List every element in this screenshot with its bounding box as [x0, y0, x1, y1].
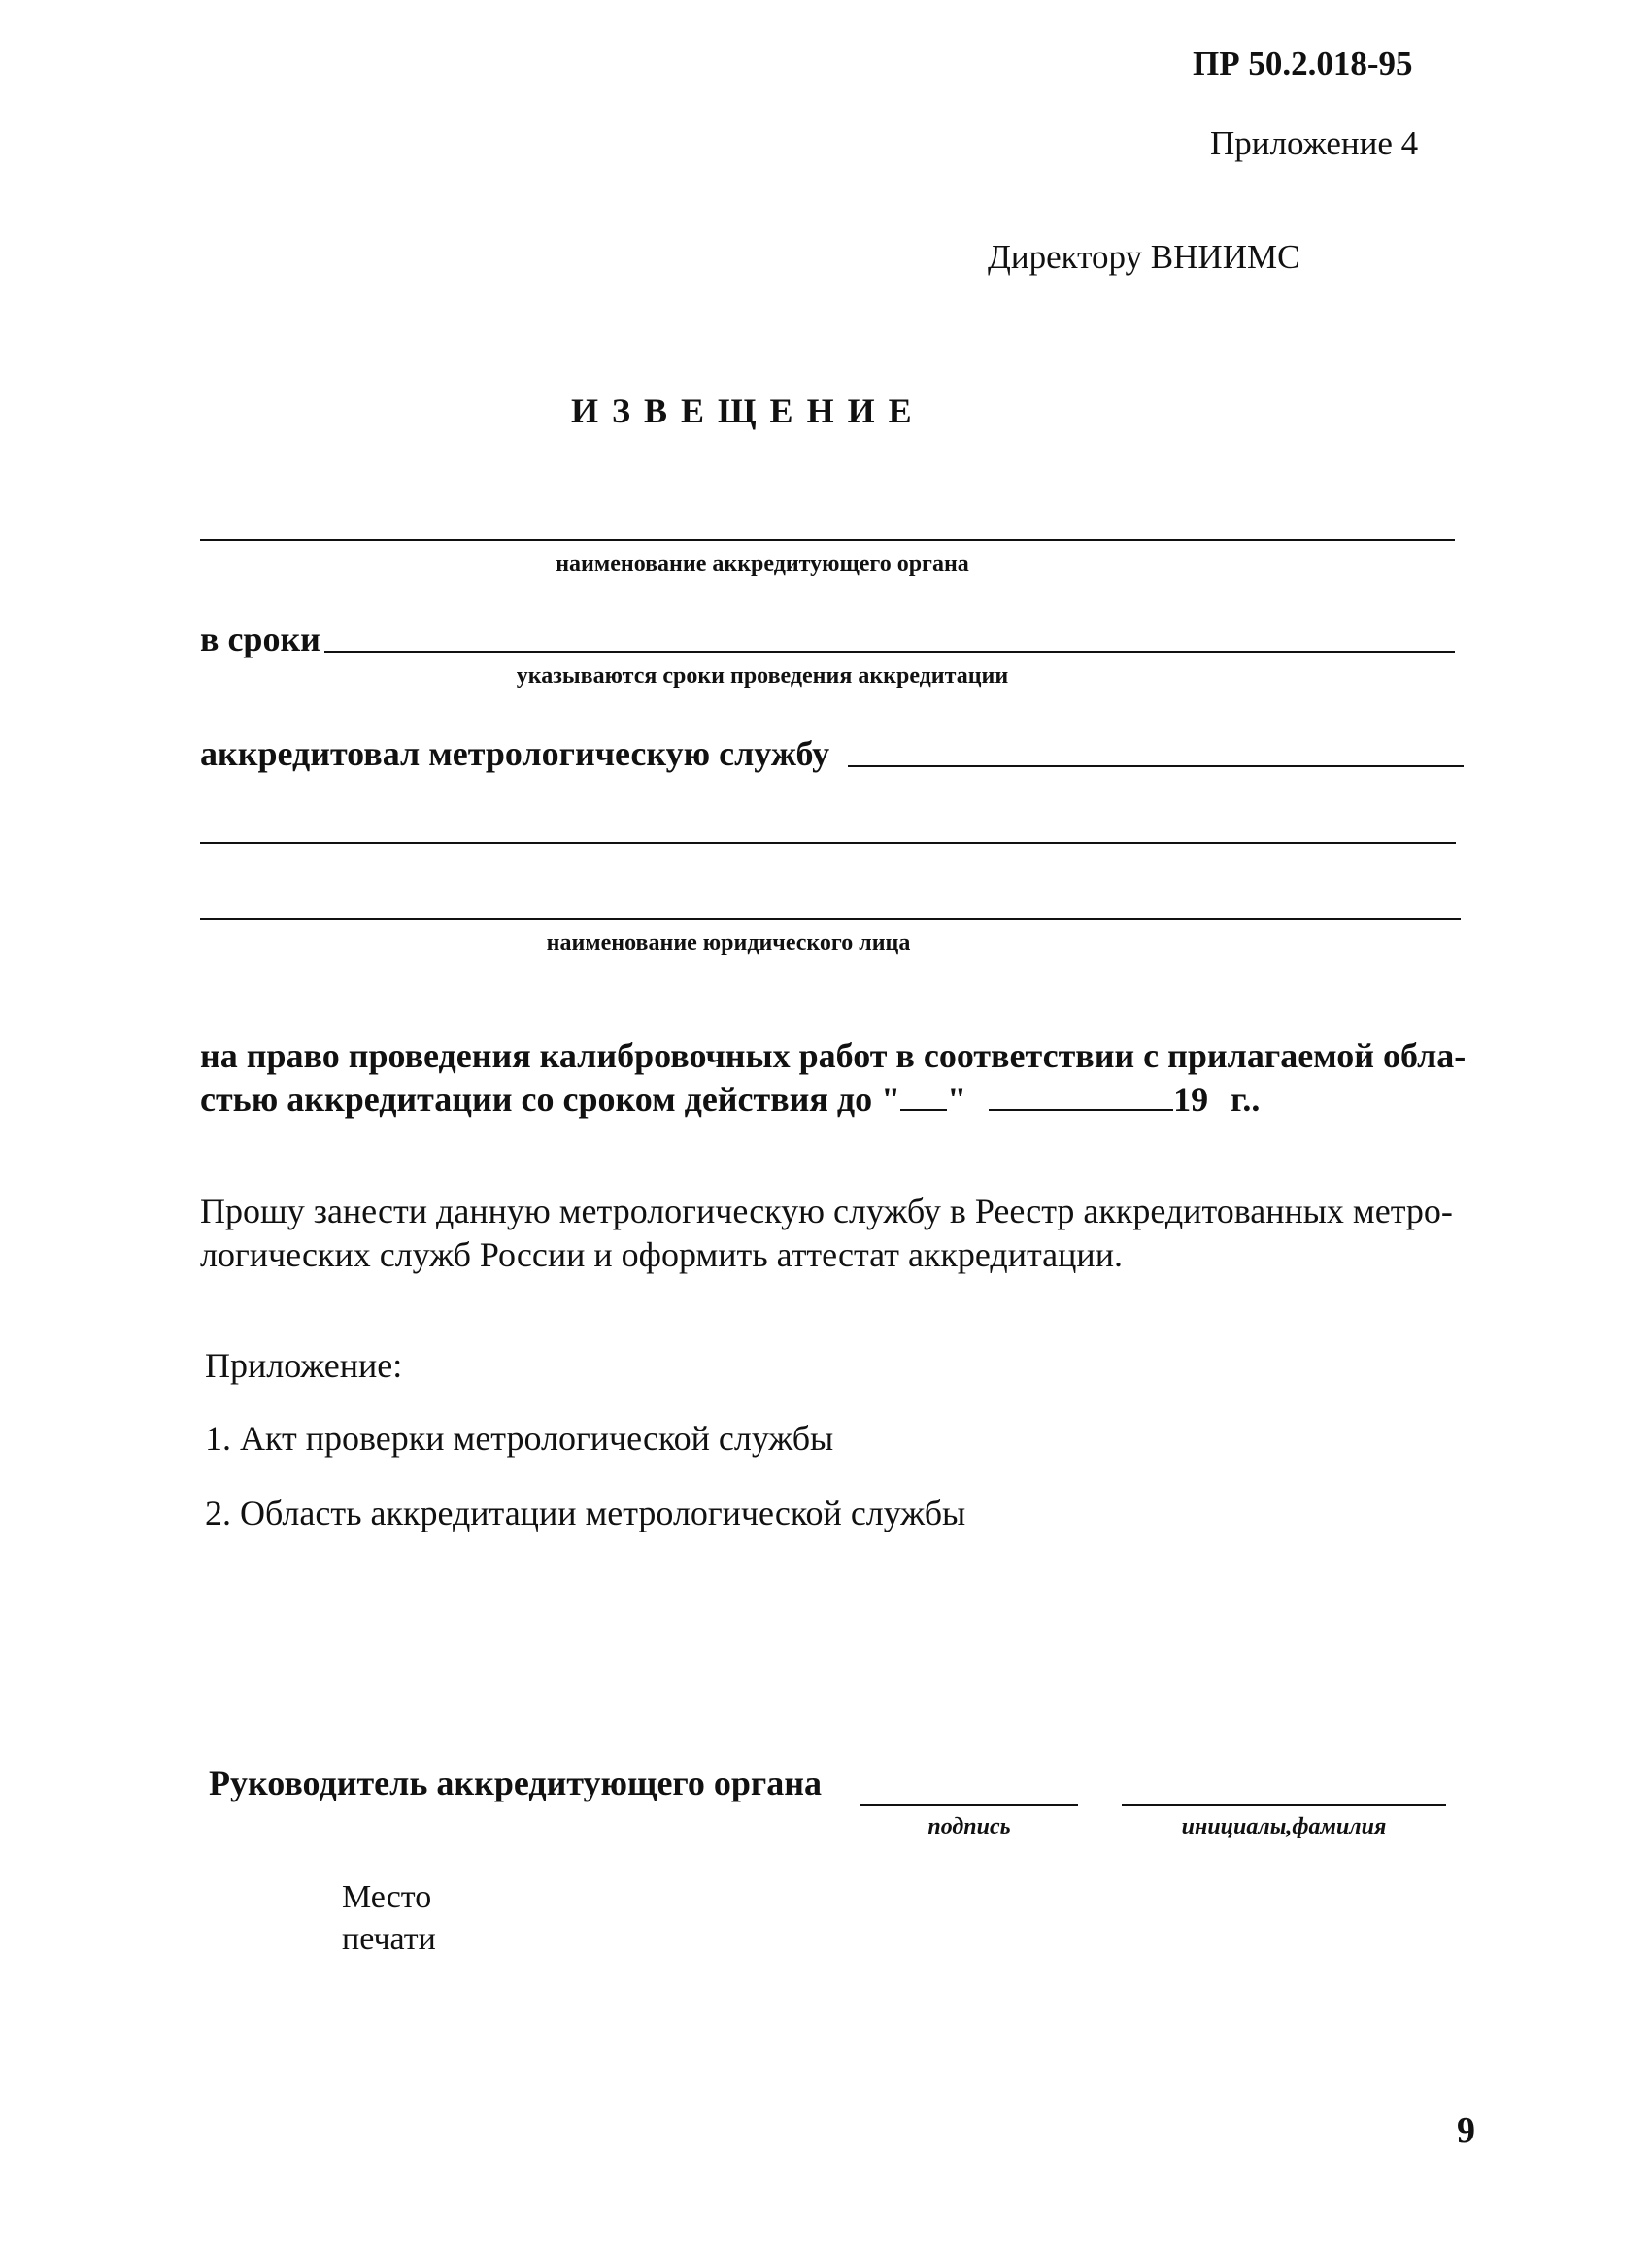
terms-caption: указываются сроки проведения аккредитации	[516, 663, 1009, 689]
quote-close: "	[947, 1080, 967, 1119]
accreditation-paragraph-line1: на право проведения калибровочных работ в соответствии с прилагаемой обла-	[200, 1036, 1467, 1075]
year-prefix: 19	[1173, 1080, 1209, 1119]
year-suffix: г..	[1231, 1080, 1261, 1119]
document-code: ПР 50.2.018-95	[1193, 45, 1413, 83]
addressee: Директору ВНИИМС	[988, 238, 1300, 276]
attachment-item-2: 2. Область аккредитации метрологической службы	[205, 1494, 966, 1532]
page-number: 9	[1457, 2110, 1475, 2151]
entity-name-caption: наименование юридического лица	[546, 930, 911, 956]
signatory-label: Руководитель аккредитующего органа	[209, 1764, 822, 1802]
service-line-3	[200, 918, 1461, 920]
terms-label: в сроки	[200, 620, 320, 658]
accreditation-paragraph	[200, 1034, 1482, 1122]
stamp-place-line2: печати	[342, 1921, 436, 1957]
org-name-caption: наименование аккредитующего органа	[556, 552, 969, 577]
signature-caption: подпись	[927, 1814, 1011, 1839]
request-paragraph-line2: логических служб России и оформить аттестат аккредитации.	[200, 1235, 1123, 1274]
attachment-item-1: 1. Акт проверки метрологической службы	[205, 1419, 834, 1458]
attachments-heading: Приложение:	[205, 1346, 403, 1385]
document-title: ИЗВЕЩЕНИЕ	[571, 391, 926, 430]
name-caption: инициалы,фамилия	[1181, 1814, 1387, 1839]
validity-text: стью аккредитации со сроком действия до "	[200, 1080, 901, 1119]
accreditation-paragraph-line2	[200, 1078, 1482, 1122]
org-name-line	[200, 539, 1455, 541]
request-paragraph-line1: Прошу занести данную метрологическую службу в Реестр аккредитованных метро-	[200, 1192, 1453, 1230]
service-line-1	[848, 765, 1464, 767]
appendix-label: Приложение 4	[1210, 124, 1419, 162]
request-paragraph	[200, 1190, 1482, 1277]
accredited-label: аккредитовал метрологическую службу	[200, 734, 830, 773]
terms-line	[324, 651, 1455, 653]
stamp-place-line1: Место	[342, 1879, 432, 1915]
signature-line	[860, 1804, 1078, 1806]
name-line	[1122, 1804, 1446, 1806]
service-line-2	[200, 842, 1456, 844]
day-blank	[900, 1082, 947, 1111]
month-blank	[989, 1082, 1173, 1111]
